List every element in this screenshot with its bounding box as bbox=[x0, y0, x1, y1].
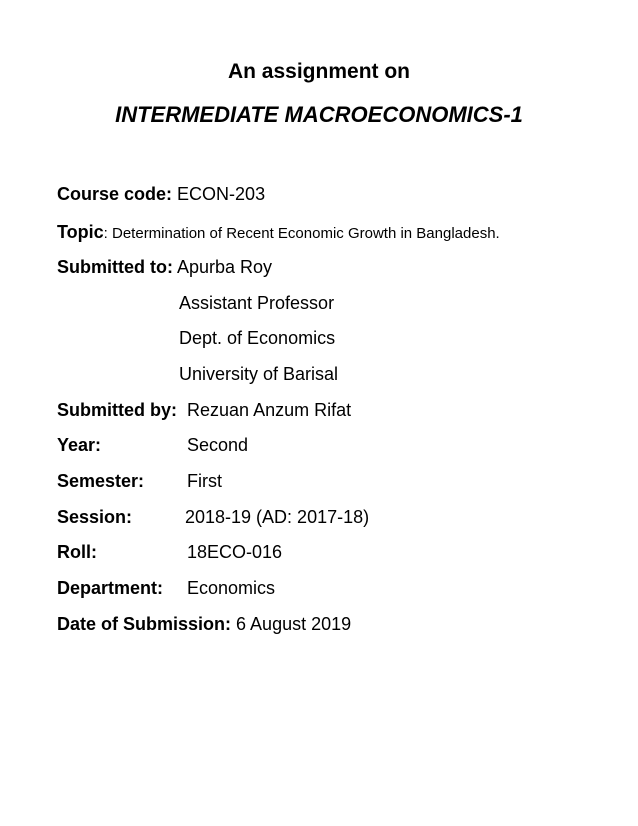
submitted-by-row bbox=[57, 399, 351, 421]
roll-label: Roll: bbox=[57, 542, 97, 562]
topic-row bbox=[57, 221, 500, 245]
detail-row-roll bbox=[57, 541, 97, 563]
course-code-row bbox=[57, 183, 265, 205]
detail-row-year bbox=[57, 434, 101, 456]
department-label: Department: bbox=[57, 578, 164, 598]
semester-label: Semester: bbox=[57, 471, 145, 491]
year-value: Second bbox=[187, 435, 249, 455]
course-title: INTERMEDIATE MACROECONOMICS-1 bbox=[115, 102, 523, 127]
topic-value: : Determination of Recent Economic Growth in Bangladesh. bbox=[103, 225, 500, 242]
detail-row-department bbox=[57, 577, 163, 599]
submission-date-label: Date of Submission: bbox=[57, 614, 232, 634]
submitted-to-label: Submitted to: bbox=[57, 257, 173, 277]
detail-row-session bbox=[57, 506, 132, 528]
session-label: Session: bbox=[57, 507, 133, 527]
assignment-heading: An assignment on bbox=[227, 60, 411, 83]
submission-date-value: 6 August 2019 bbox=[236, 614, 352, 634]
detail-row-semester bbox=[57, 470, 144, 492]
topic-label: Topic bbox=[57, 222, 104, 242]
submitted-by-name: Rezuan Anzum Rifat bbox=[187, 400, 352, 420]
submitted-to-dept: Dept. of Economics bbox=[179, 328, 336, 348]
submitted-by-label: Submitted by: bbox=[57, 400, 177, 420]
course-code-label: Course code: bbox=[57, 184, 173, 204]
course-code-value: ECON-203 bbox=[177, 184, 266, 204]
submitted-to-row bbox=[57, 256, 272, 278]
roll-value: 18ECO-016 bbox=[187, 542, 283, 562]
semester-value: First bbox=[187, 471, 222, 491]
submitted-to-university: University of Barisal bbox=[179, 364, 339, 384]
department-value: Economics bbox=[187, 578, 276, 598]
submitted-to-designation: Assistant Professor bbox=[179, 293, 335, 313]
session-value: 2018-19 (AD: 2017-18) bbox=[185, 507, 370, 527]
year-label: Year: bbox=[57, 435, 102, 455]
submitted-to-name: Apurba Roy bbox=[177, 257, 273, 277]
submission-date-row bbox=[57, 613, 351, 635]
